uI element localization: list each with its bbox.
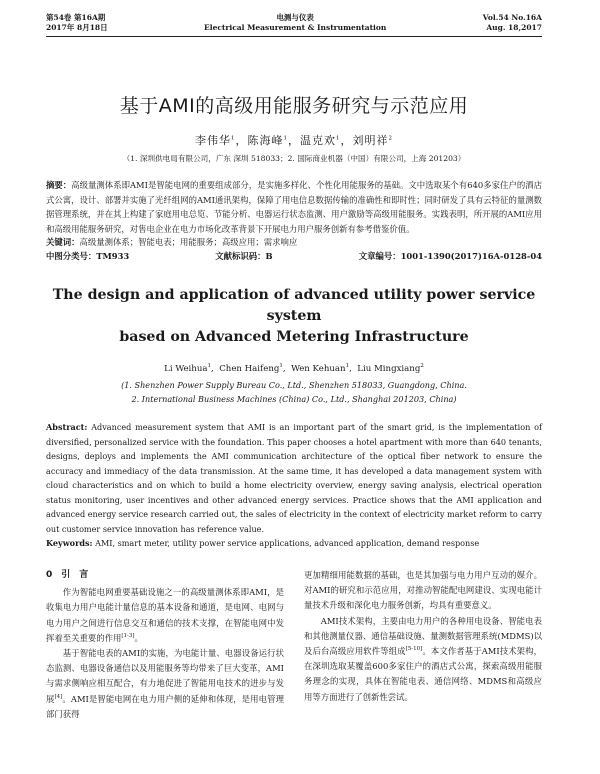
authors-chinese: 李伟华$^1$，陈海峰$^1$，温克欢$^1$，刘明祥$^2$ (195, 134, 393, 147)
title-en-line1: The design and application of advanced utility power service system (52, 287, 536, 324)
clc-number: 中图分类号：TM933 (46, 251, 130, 261)
keywords-cn-label: 关键词： (46, 237, 80, 247)
author-1: 李伟华 (195, 134, 231, 147)
right-p2-ref: [5-10] (405, 646, 423, 653)
author-en-2: Chen Haifeng (219, 364, 280, 374)
title-en-line2: based on Advanced Metering Infrastructure (119, 329, 469, 345)
author-en-4-affil: 2 (420, 363, 424, 370)
abstract-cn-label: 摘要： (46, 180, 72, 190)
intro-p2-end: 。AMI是智能电网在电力用户侧的延伸和体现，是用电管理部门获得 (46, 693, 285, 719)
author-2-affil: 1 (283, 135, 288, 142)
affiliation-en-line2: 2. International Business Machines (China) Co., Ltd., Shanghai 201203, China) (131, 394, 457, 404)
header-date-en: Aug. 18,2017 (486, 23, 542, 32)
intro-p1-end: 。 (134, 632, 143, 643)
author-en-2-affil: 1 (279, 363, 283, 370)
intro-p1-text: 作为智能电网重要基础设施之一的高级量测体系即AMI，是收集电力用户电能计量信息的基本设备和通道，是电网、电网与电力用户之间进行信息交互和通信的技术支撑，在智能电网中发挥着至关重要的作用 (46, 587, 284, 643)
author-4: 刘明祥 (352, 134, 389, 147)
author-2: 陈海峰 (247, 134, 284, 147)
abstract-english (46, 420, 542, 536)
section-heading-intro: 0 引 言 (46, 570, 89, 580)
author-1-affil: 1 (231, 135, 236, 142)
header-volume-en: Vol.54 No.16A (482, 13, 542, 22)
page-header (46, 0, 542, 33)
header-journal-cn: 电测与仪表 (276, 13, 314, 22)
author-en-3: Wen Kehuan (291, 364, 346, 374)
keywords-english (46, 537, 542, 550)
keywords-chinese (46, 236, 542, 249)
intro-paragraph-2 (46, 646, 284, 722)
classification-row (46, 250, 542, 263)
body-column-right (304, 568, 542, 722)
body-columns (46, 568, 542, 722)
title-english (46, 285, 542, 348)
document-code: 文献标识码：B (215, 251, 273, 261)
author-4-affil: 2 (388, 135, 393, 142)
author-en-3-affil: 1 (345, 363, 350, 370)
header-right (483, 13, 542, 33)
author-3-affil: 1 (336, 135, 341, 142)
abstract-en-label: Abstract: (46, 422, 88, 432)
right-p2-text: AMI技术架构，主要由电力用户的各种用电设备、智能电表和其他测量仪器、通信基础设施、量测数据管理系统(MDMS)以及后台高级应用软件等组成 (304, 615, 542, 657)
right-p2-end: 。本文作者基于AMI技术架构，在深圳选取某覆盖600多家住户的酒店式公寓，探索高级用能服务理念的实现，具体在智能电表、通信网络、MDMS和高级应用等方面进行了创新性尝试。 (304, 646, 542, 702)
affiliation-en-line1: (1. Shenzhen Power Supply Bureau Co., Ltd., Shenzhen 518033, Guangdong, China. (121, 380, 467, 390)
abstract-en-text: Advanced measurement system that AMI is an important part of the smart grid, is the implementation of diversified, personalized service with the foundation. This paper chooses a hotel apartment with more than 640 tenants, designs, deploys and implements the AMI communication architecture of the optical fiber network to ensure the accuracy and immediacy of the data transmission. At the same time, it has developed a data management system with cloud characteristics and on which to build a home electricity overview, energy saving analysis, electrical operation status monitoring, user incentives and other advanced energy services. Practice shows that the AMI application and advanced energy service research carried out, the sales of electricity in the context of electricity market reform to carry out customer service innovation has reference value. (46, 422, 542, 534)
title-chinese: 基于AMI的高级用能服务研究与示范应用 (119, 95, 469, 117)
author-en-1: Li Weihua (164, 364, 208, 374)
keywords-en-text: AMI, smart meter, utility power service applications, advanced application, demand response (95, 538, 480, 548)
intro-p2-text: 基于智能电表的AMI的实施，为电能计量、电器设备运行状态监测、电器设备通信以及用能服务等均带来了巨大变革，AMI与需求侧响应相互配合，有力地促进了智能用电技术的进步与发展 (46, 648, 284, 704)
intro-paragraph-1 (46, 585, 284, 646)
affiliation-english (46, 378, 542, 406)
header-date: 2017年 8月18日 (46, 23, 108, 32)
header-left (46, 13, 108, 33)
intro-p2-ref: [4] (54, 693, 63, 700)
author-en-1-affil: 1 (207, 363, 212, 370)
header-journal (204, 13, 386, 33)
intro-p1-ref: [1-3] (121, 633, 135, 640)
right-paragraph-1: 更加精细用能数据的基础，也是其加强与电力用户互动的媒介。对AMI的研究和示范应用，对推动智能配电网建设、实现电能计量技术升级和深化电力服务创新，均具有重要意义。 (304, 570, 542, 611)
header-journal-en: Electrical Measurement & Instrumentation (204, 23, 387, 32)
abstract-chinese (46, 178, 542, 236)
author-en-4: Liu Mingxiang (357, 364, 421, 374)
header-volume: 第54卷 第16A期 (46, 13, 106, 22)
authors-english: Li Weihua$^1$, Chen Haifeng$^1$, Wen Kehuan$^1$, Liu Mingxiang$^2$ (164, 363, 424, 374)
body-column-left (46, 568, 284, 722)
author-3: 温克欢 (300, 134, 336, 147)
keywords-cn-text: 高级量测体系；智能电表；用能服务；高级应用；需求响应 (79, 237, 298, 247)
keywords-en-label: Keywords: (46, 538, 93, 548)
article-id: 文章编号：1001-1390(2017)16A-0128-04 (358, 251, 542, 261)
affiliation-chinese: （1. 深圳供电局有限公司，广东 深圳 518033；2. 国际商业机器（中国）有限公司，上海 201203） (122, 154, 466, 163)
abstract-cn-text: 高级量测体系即AMI是智能电网的重要组成部分，是实施多样化、个性化用能服务的基础。文中选取某个有640多家住户的酒店式公寓，设计、部署并实施了光纤组网的AMI通讯架构，保障了用电信息数据传输的准确性和即时性；同时研发了具有云特征的量测数据管理系统，并在其上构建了家庭用电总览、节能分析、电器运行状态监测、用户激励等高级用能服务。实践表明，所开展的AMI应用和高级用能服务研究，对售电企业在电力市场化改革背景下开展电力用户服务创新有参考借鉴价值。 (46, 180, 542, 234)
header-rule (46, 36, 542, 37)
right-paragraph-2 (304, 614, 542, 705)
